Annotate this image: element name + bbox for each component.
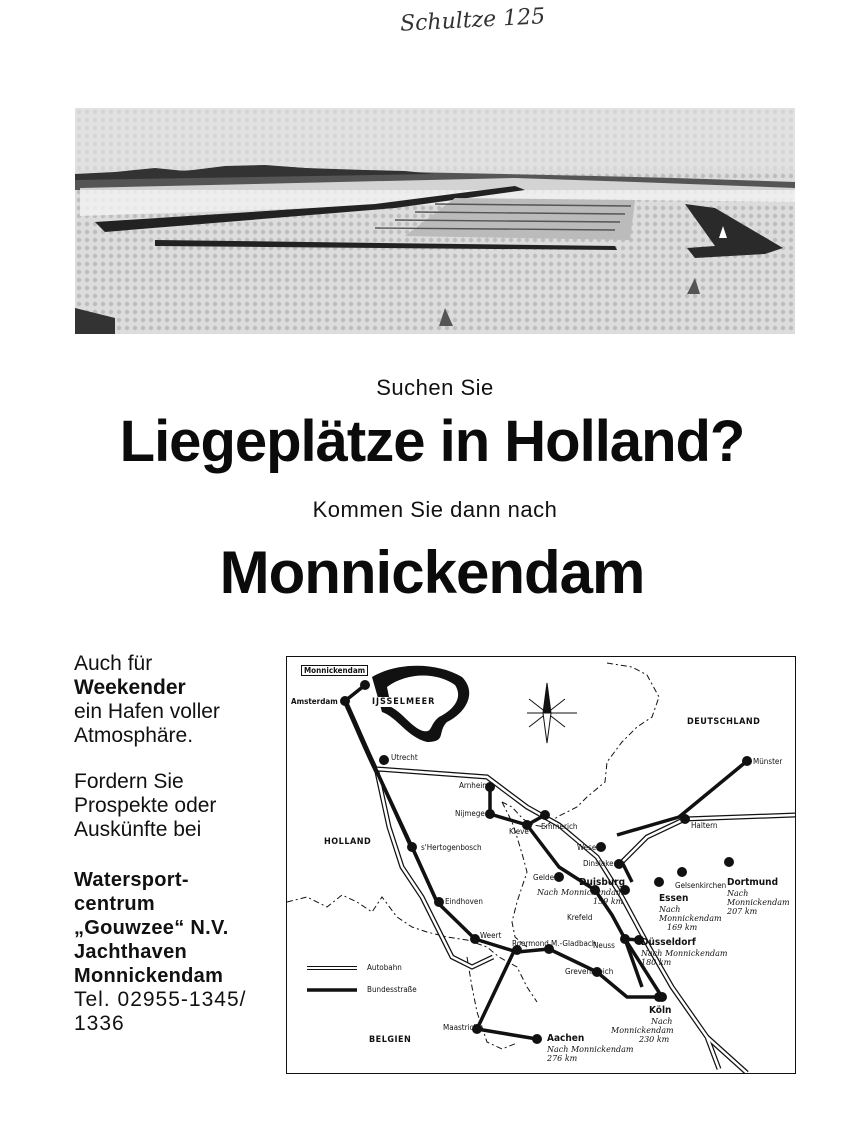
map-label-weert: Weert (480, 931, 502, 940)
distance-duisburg-km: 159 km (593, 897, 624, 906)
headline-suchen: Suchen Sie (376, 375, 494, 400)
weekender-block (74, 652, 289, 748)
distance-duesseldorf-prefix: Nach Monnickendam (641, 949, 728, 958)
distance-essen-km: 169 km (667, 923, 698, 932)
map-label-nijmegen: Nijmegen (455, 809, 490, 818)
map-label-geldern: Geldern (533, 873, 562, 882)
company-line-2: centrum (74, 893, 156, 915)
map-label-arnheim: Arnheim (459, 781, 490, 790)
map-label-aachen: Aachen (547, 1033, 585, 1044)
distance-aachen-km: 276 km (547, 1054, 578, 1063)
fordern-block (74, 770, 289, 842)
map-label-haltern: Haltern (691, 821, 718, 830)
weekender-text: Weekender (74, 676, 186, 699)
distance-essen-monnickendam: Monnickendam (659, 914, 722, 923)
map-label-dortmund: Dortmund (727, 877, 779, 888)
map-label-dinslaken: Dinslaken (583, 859, 619, 868)
distance-koeln-monnickendam: Monnickendam (611, 1026, 674, 1035)
map-label-ijsselmeer: IJSSELMEER (372, 697, 436, 707)
handwritten-note: Schultze 125 (399, 4, 546, 37)
map-label-holland: HOLLAND (324, 837, 372, 847)
map-label-maastricht: Maastricht (443, 1023, 481, 1032)
telephone-line-1: Tel. 02955-1345/ (74, 988, 247, 1011)
fordern-text-2: Prospekte oder (74, 794, 217, 817)
distance-dortmund-km: 207 km (727, 907, 758, 916)
distance-aachen-prefix: Nach Monnickendam (547, 1045, 634, 1054)
headline-kommen: Kommen Sie dann nach (312, 497, 558, 522)
map-label-essen: Essen (659, 893, 689, 904)
company-line-3: „Gouwzee“ N.V. (74, 917, 229, 939)
distance-duisburg-prefix: Nach Monnickendam (537, 888, 624, 897)
map-label-hertogenbosch: s'Hertogenbosch (421, 843, 482, 852)
hafen-text-1: ein Hafen voller (74, 700, 220, 723)
headline-liegeplaetze: Liegeplätze in Holland? (119, 409, 745, 474)
map-label-gelsenkirchen: Gelsenkirchen (675, 881, 727, 890)
legend-bundesstrasse: Bundesstraße (367, 985, 417, 994)
distance-duesseldorf-km: 180 km (641, 958, 672, 967)
company-block (74, 868, 289, 1036)
legend-autobahn: Autobahn (367, 963, 402, 972)
map-label-kleve: Kleve (509, 827, 529, 836)
distance-dortmund-monnickendam: Monnickendam (727, 898, 790, 907)
map-legend (307, 968, 357, 990)
map-label-krefeld: Krefeld (567, 913, 593, 922)
map-label-neuss: Neuss (593, 941, 615, 950)
map-label-koeln: Köln (649, 1005, 672, 1016)
fordern-text-3: Auskünfte bei (74, 818, 202, 841)
route-map (286, 656, 796, 1074)
map-label-belgien: BELGIEN (369, 1035, 412, 1045)
harbor-photo-drawing (75, 108, 795, 334)
map-label-muenster: Münster (753, 757, 783, 766)
company-line-4: Jachthaven (74, 941, 188, 963)
map-label-duesseldorf: Düsseldorf (641, 937, 696, 948)
map-label-emmerich: Emmerich (541, 822, 578, 831)
distance-essen-prefix: Nach (659, 905, 681, 914)
map-label-duisburg: Duisburg (579, 877, 626, 888)
distance-koeln-prefix: Nach (651, 1017, 673, 1026)
map-label-deutschland: DEUTSCHLAND (687, 717, 761, 727)
map-label-wesel: Wesel (577, 843, 599, 852)
company-line-1: Watersport- (74, 869, 189, 891)
company-line-5: Monnickendam (74, 965, 224, 987)
fordern-text-1: Fordern Sie (74, 770, 184, 793)
distance-koeln-km: 230 km (639, 1035, 670, 1044)
map-label-mgladbach: M.-Gladbach (551, 939, 597, 948)
map-label-monnickendam: Monnickendam (301, 665, 368, 676)
distance-dortmund-prefix: Nach (727, 889, 749, 898)
harbor-aerial-photo (75, 108, 795, 334)
left-column (74, 652, 289, 1036)
headline-monnickendam: Monnickendam (219, 539, 645, 606)
map-label-roermond: Roermond (512, 939, 549, 948)
auch-fuer-text: Auch für (74, 652, 153, 675)
map-label-grevenbroich: Grevenbroich (565, 967, 614, 976)
map-label-utrecht: Utrecht (391, 753, 418, 762)
hafen-text-2: Atmosphäre. (74, 724, 194, 747)
compass-rose-icon (527, 683, 577, 743)
map-label-eindhoven: Eindhoven (445, 897, 483, 906)
map-label-amsterdam: Amsterdam (291, 697, 338, 706)
telephone-line-2: 1336 (74, 1012, 125, 1035)
